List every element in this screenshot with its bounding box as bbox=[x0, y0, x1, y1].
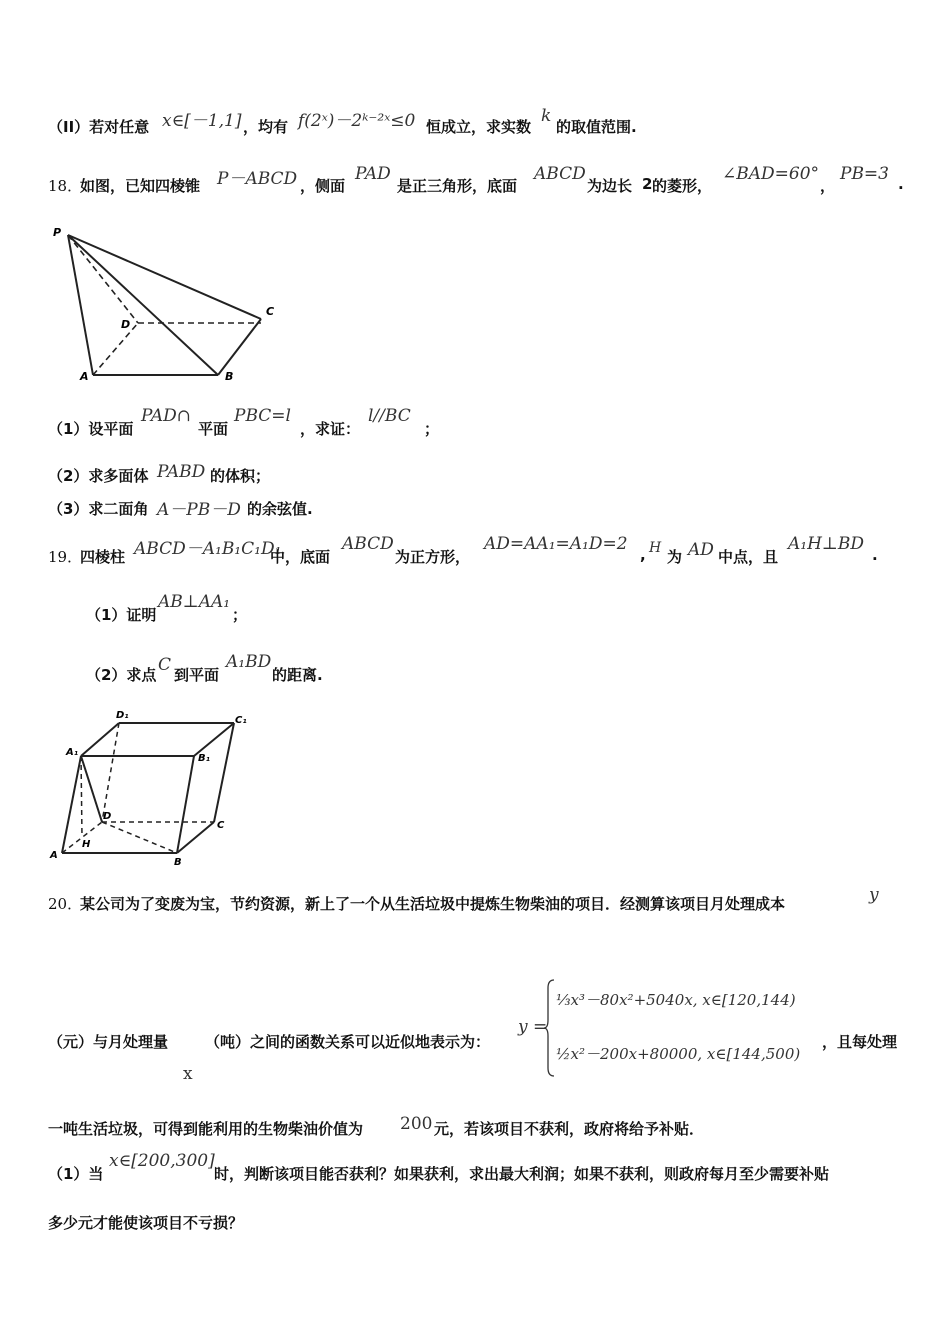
q19-prism-figure bbox=[44, 707, 259, 867]
q20-math-x: x bbox=[183, 1064, 193, 1084]
q19-part1-label: （1）证明 bbox=[86, 606, 157, 624]
q19-math-prism: ABCD－A₁B₁C₁D₁ bbox=[134, 539, 282, 559]
q19-math-perp: A₁H⊥BD bbox=[788, 534, 865, 554]
q18-text: 如图，已知四棱锥 bbox=[80, 177, 201, 195]
q19-text: . bbox=[872, 546, 878, 564]
q18-fig-label-A: A bbox=[80, 370, 89, 383]
q19-part2-text: 的距离. bbox=[272, 666, 323, 684]
q18-part1-math: PBC=l bbox=[234, 406, 291, 426]
q18-part1-label: （1）设平面 bbox=[48, 420, 134, 438]
q20-text: 某公司为了变废为宝，节约资源，新上了一个从生活垃圾中提炼生物柴油的项目．经测算该项目月处理成本 bbox=[80, 895, 786, 913]
q19-fig-label-B1: B₁ bbox=[198, 753, 211, 764]
q20-math-y: y bbox=[869, 885, 879, 905]
q19-fig-label-D1: D₁ bbox=[116, 710, 129, 721]
q20-math-case1: ⅓x³－80x²+5040x, x∈[120,144) bbox=[556, 991, 796, 1009]
q18-part2-math: PABD bbox=[157, 462, 206, 482]
q19-fig-label-C1: C₁ bbox=[235, 715, 247, 726]
q19-math-lengths: AD=AA₁=A₁D=2 bbox=[484, 534, 628, 554]
q18-part3-text: 的余弦值. bbox=[247, 500, 313, 518]
q17-math-inequality: f(2ˣ)－2ᵏ⁻²ˣ≤0 bbox=[298, 111, 416, 131]
q20-part1-text: 多少元才能使该项目不亏损？ bbox=[48, 1214, 244, 1232]
q19-number: 19． bbox=[48, 548, 83, 566]
q17-part2-label: （II）若对任意 bbox=[48, 118, 150, 136]
q18-fig-label-C: C bbox=[266, 305, 275, 318]
q18-text: ，侧面 bbox=[300, 177, 346, 195]
q18-text: 的菱形， bbox=[652, 177, 713, 195]
q20-text: （吨）之间的函数关系可以近似地表示为： bbox=[205, 1033, 491, 1051]
q19-fig-label-A: A bbox=[50, 850, 58, 861]
q19-math-h: H bbox=[649, 540, 662, 556]
q18-part1-text: ； bbox=[424, 420, 440, 438]
q19-fig-label-B: B bbox=[174, 857, 182, 867]
q17-text: 的取值范围. bbox=[556, 118, 637, 136]
q19-part2-math: C bbox=[158, 655, 172, 675]
q18-text: 是正三角形，底面 bbox=[397, 177, 518, 195]
q18-part2-text: 的体积； bbox=[210, 467, 271, 485]
q19-fig-label-C: C bbox=[217, 820, 225, 831]
q19-math-ad: AD bbox=[688, 540, 714, 560]
q19-text: , bbox=[640, 546, 646, 564]
q20-text: ，且每处理 bbox=[822, 1033, 898, 1051]
q18-number-2: 2 bbox=[642, 175, 653, 193]
q18-pyramid-figure bbox=[40, 222, 290, 387]
q18-fig-label-B: B bbox=[225, 370, 234, 383]
q19-math-abcd: ABCD bbox=[342, 534, 394, 554]
q20-part1-label: （1）当 bbox=[48, 1165, 104, 1183]
q20-text: 元，若该项目不获利，政府将给予补贴． bbox=[434, 1120, 705, 1138]
q20-number: 20． bbox=[48, 895, 83, 913]
q18-part1-text: 平面 bbox=[198, 420, 229, 438]
q18-part2-label: （2）求多面体 bbox=[48, 467, 149, 485]
q18-text: 为边长 bbox=[587, 177, 633, 195]
q19-text: 中点，且 bbox=[718, 548, 779, 566]
q20-text: 一吨生活垃圾，可得到能利用的生物柴油价值为 bbox=[48, 1120, 364, 1138]
q19-text: 四棱柱 bbox=[80, 548, 126, 566]
q19-fig-label-D: D bbox=[103, 811, 112, 822]
q17-math-domain: x∈[－1,1] bbox=[162, 111, 242, 131]
q19-fig-label-A1: A₁ bbox=[66, 747, 79, 758]
q19-text: 中，底面 bbox=[270, 548, 331, 566]
q19-part2-text: 到平面 bbox=[174, 666, 220, 684]
q19-text: 为正方形， bbox=[395, 548, 471, 566]
q18-math-angle: ∠BAD=60° bbox=[722, 164, 820, 184]
q18-fig-label-D: D bbox=[121, 318, 131, 331]
q20-part1-math: x∈[200,300] bbox=[109, 1151, 215, 1171]
q20-brace-icon bbox=[544, 978, 556, 1078]
q17-math-k: k bbox=[541, 106, 552, 126]
q18-text: ， bbox=[820, 177, 836, 195]
q19-part1-math: AB⊥AA₁ bbox=[158, 592, 231, 612]
q20-math-200: 200 bbox=[400, 1114, 433, 1134]
q17-text: 恒成立，求实数 bbox=[426, 118, 532, 136]
q19-fig-label-H: H bbox=[82, 839, 91, 850]
q19-part2-label: （2）求点 bbox=[86, 666, 157, 684]
q19-part1-text: ； bbox=[232, 606, 248, 624]
q18-math-pyramid: P－ABCD bbox=[217, 169, 298, 189]
q18-number: 18． bbox=[48, 177, 83, 195]
q17-text: ，均有 bbox=[243, 118, 289, 136]
q18-part1-text: ，求证： bbox=[300, 420, 361, 438]
q18-fig-label-P: P bbox=[53, 226, 62, 239]
q20-math-case2: ½x²－200x+80000, x∈[144,500) bbox=[556, 1045, 801, 1063]
q20-math-y-eq: y = bbox=[518, 1017, 548, 1037]
q20-part1-text: 时，判断该项目能否获利？如果获利，求出最大利润；如果不获利，则政府每月至少需要补贴 bbox=[214, 1165, 830, 1183]
q18-part1-math: PAD∩ bbox=[141, 406, 192, 426]
q18-part1-math: l//BC bbox=[368, 406, 411, 426]
q19-text: 为 bbox=[667, 548, 683, 566]
q18-math-pb: PB=3 bbox=[840, 164, 889, 184]
q20-text: （元）与月处理量 bbox=[48, 1033, 169, 1051]
q18-math-pad: PAD bbox=[355, 164, 391, 184]
q19-part2-math: A₁BD bbox=[226, 652, 272, 672]
q18-part3-math: A－PB－D bbox=[157, 500, 241, 520]
q18-math-abcd: ABCD bbox=[534, 164, 586, 184]
q18-part3-label: （3）求二面角 bbox=[48, 500, 149, 518]
q18-text: . bbox=[898, 175, 904, 193]
